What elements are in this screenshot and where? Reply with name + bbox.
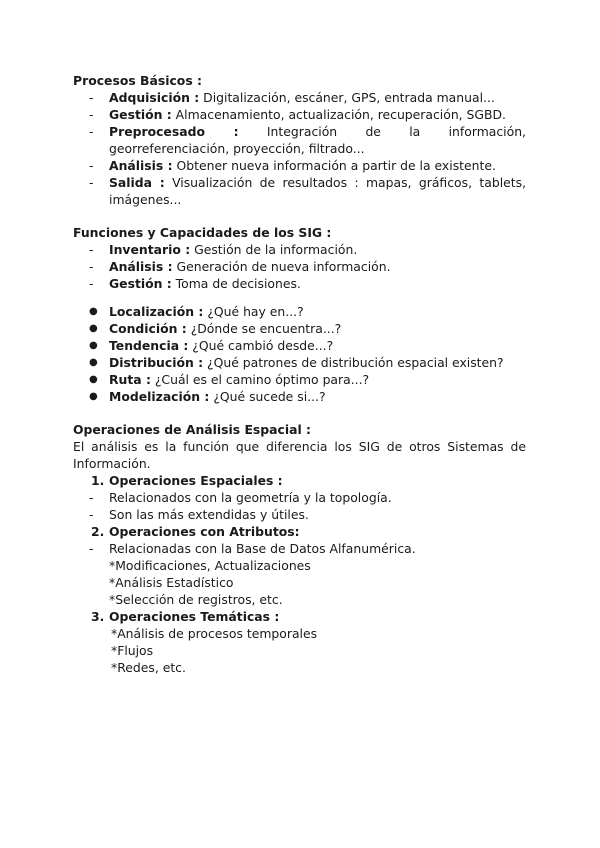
- list-item: - Gestión : Toma de decisiones.: [89, 276, 301, 291]
- document-page: [73, 72, 526, 676]
- list-item: - Son las más extendidas y útiles.: [89, 507, 309, 522]
- bullet-item: ● Modelización : ¿Qué sucede si...?: [89, 389, 326, 404]
- section-heading-procesos: Procesos Básicos :: [73, 73, 202, 88]
- list-item: - Relacionadas con la Base de Datos Alfanumérica.: [89, 541, 416, 556]
- list-item: - Análisis : Obtener nueva información a partir de la existente.: [89, 158, 496, 173]
- funciones-list: [73, 241, 526, 292]
- sub-item: *Flujos: [111, 643, 154, 658]
- numbered-item-1: 1. Operaciones Espaciales :: [91, 473, 283, 488]
- bullet-item: ● Distribución : ¿Qué patrones de distribución espacial existen?: [89, 355, 504, 370]
- bullet-item: ● Condición : ¿Dónde se encuentra...?: [89, 321, 342, 336]
- capacidades-bullet-list: [73, 303, 526, 405]
- operaciones-intro: El análisis es la función que diferencia los SIG de otros Sistemas de Información.: [73, 439, 526, 471]
- bullet-item: ● Tendencia : ¿Qué cambió desde...?: [89, 338, 334, 353]
- list-item: - Preprocesado : Integración de la información, georreferenciación, proyección, filtrado...: [89, 124, 526, 156]
- list-item: - Relacionados con la geometría y la topología.: [89, 490, 392, 505]
- sub-item: *Redes, etc.: [111, 660, 186, 675]
- list-item: - Gestión : Almacenamiento, actualización, recuperación, SGBD.: [89, 107, 506, 122]
- list-item: - Adquisición : Digitalización, escáner, GPS, entrada manual...: [89, 90, 495, 105]
- section-heading-funciones: Funciones y Capacidades de los SIG :: [73, 225, 332, 240]
- list-item: - Inventario : Gestión de la información.: [89, 242, 358, 257]
- list-item: - Análisis : Generación de nueva información.: [89, 259, 391, 274]
- numbered-item-2: 2. Operaciones con Atributos:: [91, 524, 300, 539]
- sub-item: *Selección de registros, etc.: [109, 592, 283, 607]
- procesos-list: [73, 89, 526, 208]
- numbered-item-3: 3. Operaciones Temáticas :: [91, 609, 280, 624]
- sub-item: *Modificaciones, Actualizaciones: [109, 558, 311, 573]
- section-heading-operaciones: Operaciones de Análisis Espacial :: [73, 422, 311, 437]
- sub-item: *Análisis Estadístico: [109, 575, 234, 590]
- sub-item: *Análisis de procesos temporales: [111, 626, 318, 641]
- list-item: - Salida : Visualización de resultados : mapas, gráficos, tablets, imágenes...: [89, 175, 527, 207]
- bullet-item: ● Localización : ¿Qué hay en...?: [89, 304, 304, 319]
- bullet-item: ● Ruta : ¿Cuál es el camino óptimo para...?: [89, 372, 370, 387]
